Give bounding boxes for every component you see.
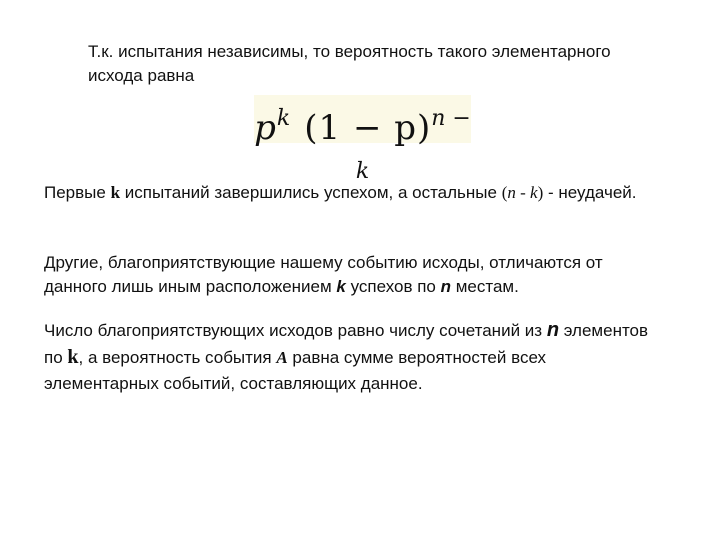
formula-base: p xyxy=(254,108,277,148)
text: равна сумме вероятностей всех xyxy=(287,348,547,367)
paragraph-line: Другие, благоприятствующие нашему событию исходы, отличаются от xyxy=(44,253,603,272)
paragraph-line xyxy=(44,317,648,344)
paren-close: ) xyxy=(537,183,544,202)
paragraph-line: исхода равна xyxy=(88,66,195,85)
formula-exponent-n-minus-k: n − k xyxy=(355,106,471,184)
variable-n: n xyxy=(440,277,451,296)
paragraph-other-outcomes xyxy=(44,251,603,299)
paragraph-line xyxy=(44,344,648,371)
variable-k: k xyxy=(67,346,79,368)
text: успехов по xyxy=(345,277,441,296)
formula-exponent-k: k xyxy=(276,106,291,131)
text: данного лишь иным расположением xyxy=(44,277,337,296)
paragraph-combinations xyxy=(44,317,648,397)
variable-k: k xyxy=(336,277,346,296)
text: Первые xyxy=(44,183,111,202)
variable-n-minus-k: n - k xyxy=(507,183,538,202)
variable-k: k xyxy=(110,183,121,202)
text: по xyxy=(44,348,68,367)
text: элементов xyxy=(559,321,649,340)
paragraph-first-k-trials xyxy=(44,181,637,205)
paragraph-line xyxy=(44,275,603,299)
text: местам. xyxy=(451,277,519,296)
formula-factor: (1 − p) xyxy=(304,108,432,148)
text: Число благоприятствующих исходов равно числу сочетаний из xyxy=(44,321,547,340)
formula-image xyxy=(254,95,471,184)
text: испытаний завершились успехом, а остальные xyxy=(120,183,502,202)
text: , а вероятность события xyxy=(78,348,277,367)
variable-a: A xyxy=(276,348,288,367)
text: - неудачей. xyxy=(543,183,637,202)
paragraph-line: Т.к. испытания независимы, то вероятность такого элементарного xyxy=(88,42,611,61)
paragraph-line: элементарных событий, составляющих данное. xyxy=(44,374,423,393)
variable-n: n xyxy=(546,319,560,341)
paren-open: ( xyxy=(501,183,508,202)
paragraph-independence xyxy=(88,40,611,88)
